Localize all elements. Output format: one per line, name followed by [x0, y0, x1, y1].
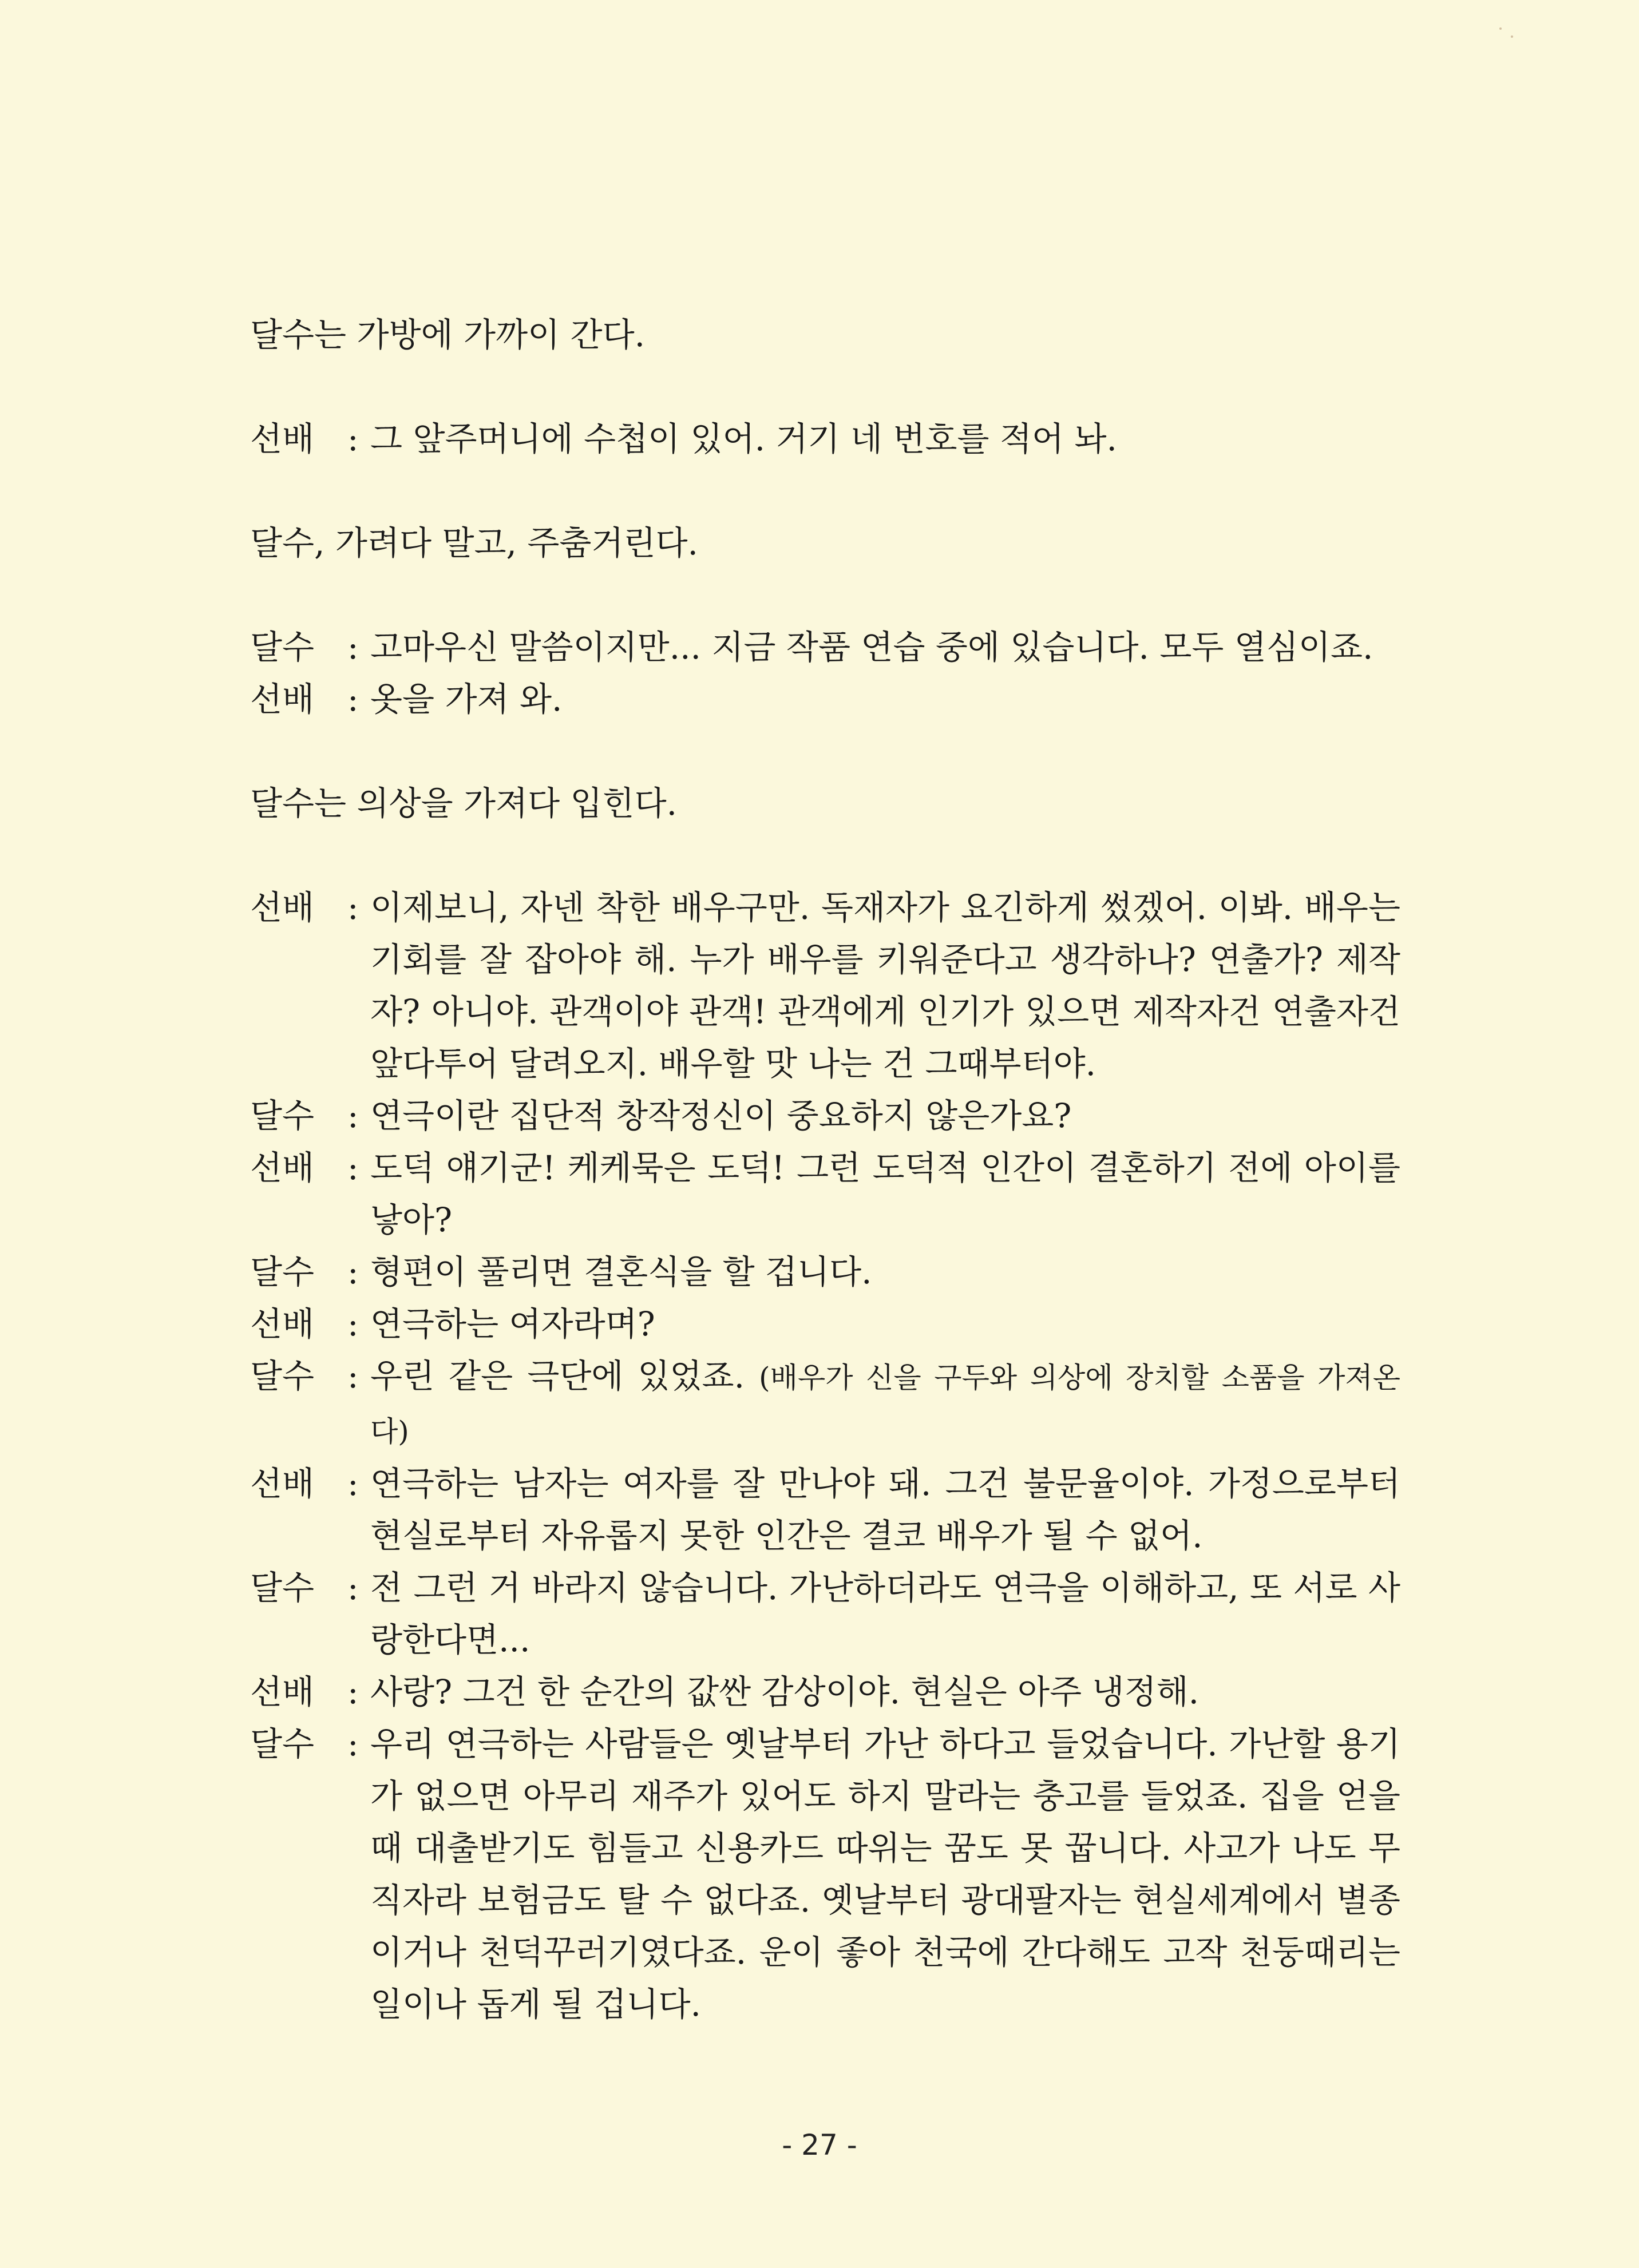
speech-text [370, 673, 1400, 725]
dialogue-line [250, 1246, 1400, 1298]
dialogue-line [250, 882, 1400, 1090]
speech-content: 사랑? 그건 한 순간의 값싼 감상이야. 현실은 아주 냉정해. [370, 1672, 1199, 1711]
speech-content: 도덕 얘기군! 케케묵은 도덕! 그런 도덕적 인간이 결혼하기 전에 아이를 낳아? [370, 1148, 1400, 1239]
speech-text [370, 1350, 1400, 1458]
speech-text [370, 1142, 1400, 1246]
stage-direction: 달수, 가려다 말고, 주춤거린다. [250, 524, 698, 562]
speaker-colon: : [347, 1305, 359, 1343]
stage-direction: 달수는 가방에 가까이 간다. [250, 315, 646, 354]
speaker-name: 달수 [250, 1724, 315, 1763]
speaker-colon: : [347, 1148, 359, 1187]
dialogue-line [250, 413, 1400, 465]
speaker-name: 달수 [250, 1252, 315, 1291]
speaker-name: 선배 [250, 1148, 315, 1187]
dialogue-line [250, 673, 1400, 725]
dialogue-line [250, 621, 1400, 673]
speaker-colon: : [347, 1357, 359, 1395]
speech-content: 이제보니, 자넨 착한 배우구만. 독재자가 요긴하게 썼겠어. 이봐. 배우는 기회를 잘 잡아야 해. 누가 배우를 키워준다고 생각하나? 연출가? 제작자? 아니야. 관객이야 관객! 관객에게 인기가 있으면 제작자건 연출자건 앞다투어 달려오지. 배우할 맛 나는 건 그때부터야. [370, 888, 1400, 1083]
speaker-name: 선배 [250, 1305, 315, 1343]
speech-text [370, 1562, 1400, 1666]
speech-text [370, 1298, 1400, 1350]
blank-line [250, 361, 1400, 413]
paper-speck [1511, 35, 1513, 38]
blank-line [250, 830, 1400, 882]
speaker-colon: : [347, 1464, 359, 1503]
speaker-name: 달수 [250, 1096, 315, 1135]
speech-content: 전 그런 거 바라지 않습니다. 가난하더라도 연극을 이해하고, 또 서로 사랑한다면... [370, 1568, 1400, 1659]
speaker-name: 선배 [250, 419, 315, 458]
speech-content: 옷을 가져 와. [370, 680, 563, 719]
speaker-name: 선배 [250, 1672, 315, 1711]
speech-content: 연극하는 여자라며? [370, 1305, 655, 1343]
speech-text [370, 882, 1400, 1090]
dialogue-line [250, 1718, 1400, 2031]
speaker-colon: : [347, 419, 359, 458]
speech-content: 연극하는 남자는 여자를 잘 만나야 돼. 그건 불문율이야. 가정으로부터 현실로부터 자유롭지 못한 인간은 결코 배우가 될 수 없어. [370, 1464, 1400, 1555]
dialogue-line [250, 1090, 1400, 1142]
speech-text [370, 1718, 1400, 2031]
blank-line [250, 569, 1400, 621]
dialogue-line [250, 1350, 1400, 1458]
dialogue-line [250, 1142, 1400, 1246]
speaker-name: 달수 [250, 628, 315, 667]
speaker-colon: : [347, 680, 359, 719]
speech-content: 형편이 풀리면 결혼식을 할 겁니다. [370, 1252, 872, 1291]
dialogue-line [250, 1562, 1400, 1666]
speech-content: 우리 연극하는 사람들은 옛날부터 가난 하다고 들었습니다. 가난할 용기가 없으면 아무리 재주가 있어도 하지 말라는 충고를 들었죠. 집을 얻을 때 대출받기도 힘들고 신용카드 따위는 꿈도 못 꿉니다. 사고가 나도 무직자라 보험금도 탈 수 없다죠. 옛날부터 광대팔자는 현실세계에서 별종이거나 천덕꾸러기였다죠. 운이 좋아 천국에 간다해도 고작 천둥때리는 일이나 돕게 될 겁니다. [370, 1724, 1400, 2024]
dialogue-line [250, 1298, 1400, 1350]
speaker-name: 선배 [250, 680, 315, 719]
speaker-colon: : [347, 888, 359, 927]
speaker-colon: : [347, 1672, 359, 1711]
speech-text [370, 1246, 1400, 1298]
paper-speck [1499, 27, 1502, 30]
dialogue-line [250, 1666, 1400, 1718]
stage-direction: 달수는 의상을 가져다 입힌다. [250, 784, 678, 823]
speaker-name: 달수 [250, 1568, 315, 1607]
speaker-colon: : [347, 1724, 359, 1763]
speech-content: 우린 같은 극단에 있었죠. [370, 1357, 745, 1395]
speech-text [370, 621, 1400, 673]
script-body [250, 309, 1400, 2031]
speaker-name: 달수 [250, 1357, 315, 1395]
dialogue-line [250, 1458, 1400, 1562]
speech-text [370, 1458, 1400, 1562]
speaker-colon: : [347, 1096, 359, 1135]
speaker-name: 선배 [250, 1464, 315, 1503]
speech-content: 고마우신 말씀이지만... 지금 작품 연습 중에 있습니다. 모두 열심이죠. [370, 628, 1373, 667]
speaker-colon: : [347, 1568, 359, 1607]
blank-line [250, 465, 1400, 517]
speech-content: 연극이란 집단적 창작정신이 중요하지 않은가요? [370, 1096, 1072, 1135]
speech-text [370, 1090, 1400, 1142]
speaker-colon: : [347, 1252, 359, 1291]
speaker-colon: : [347, 628, 359, 667]
page-number: - 27 - [782, 2128, 857, 2162]
blank-line [250, 725, 1400, 778]
speaker-name: 선배 [250, 888, 315, 927]
speech-text [370, 1666, 1400, 1718]
speech-text [370, 413, 1400, 465]
speech-content: 그 앞주머니에 수첩이 있어. 거기 네 번호를 적어 놔. [370, 419, 1117, 458]
inline-stage-direction: (배우가 신을 구두와 의상에 장치할 소품을 가져온다) [370, 1361, 1401, 1448]
